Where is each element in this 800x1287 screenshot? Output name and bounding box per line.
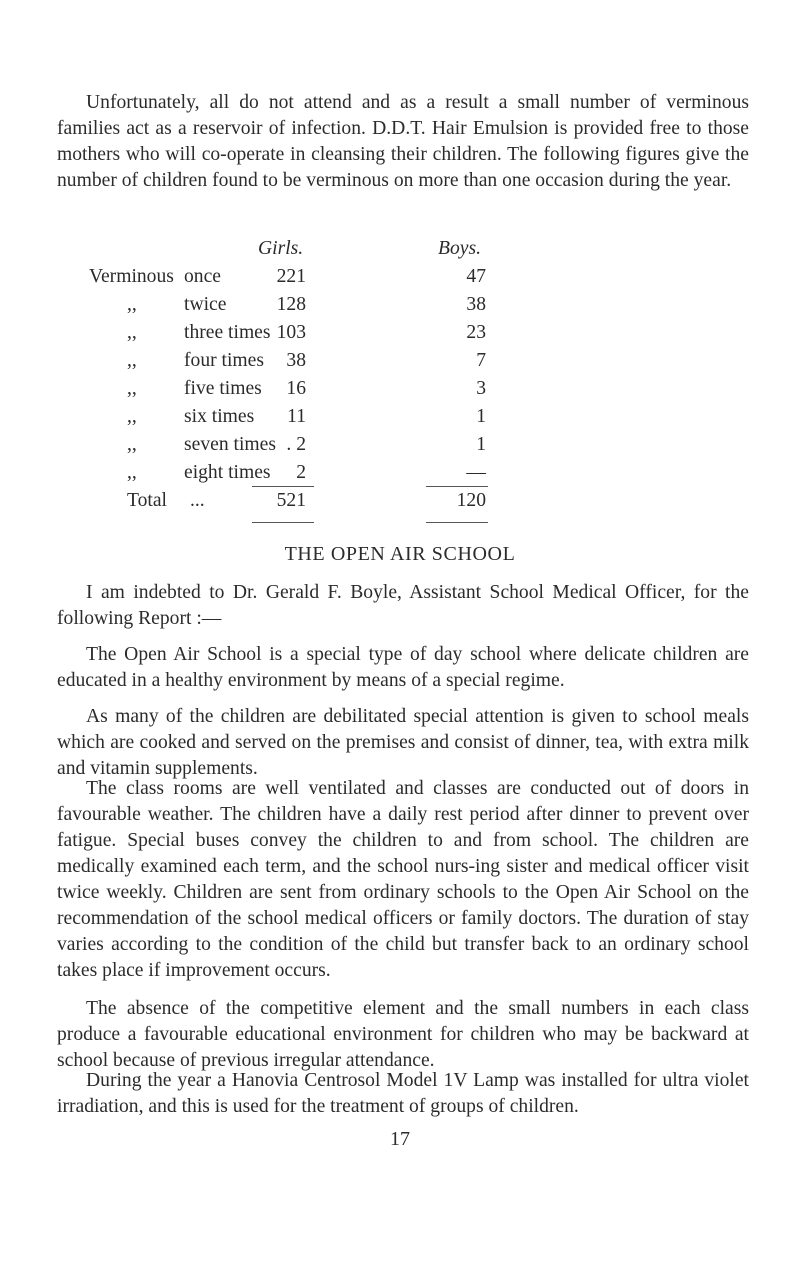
boys-header: Boys.: [438, 238, 481, 259]
girls-value: . 2: [286, 434, 306, 455]
row-prefix: ,,: [127, 322, 137, 343]
boys-value: 3: [476, 378, 486, 399]
boys-value: 38: [466, 294, 486, 315]
girls-header: Girls.: [258, 238, 304, 259]
paragraph: The absence of the competitive element and the small numbers in each class produce a favourable educational environment for children who may be backward at school because of previous irregular attendance.: [57, 998, 749, 1071]
row-prefix: ,,: [127, 462, 137, 483]
girls-value: 2: [296, 462, 306, 483]
total-underline-boys: [426, 522, 488, 523]
total-boys: 120: [456, 490, 486, 511]
boys-value: —: [466, 462, 486, 483]
row-prefix: Verminous: [89, 266, 174, 287]
intro-paragraph: Unfortunately, all do not attend and as a result a small number of verminous families act as a reservoir of infection. D.D.T. Hair Emulsion is provided free to those mothers who will co-operate in cleansing their children. The following figures give the number of children found to be verminous on more than one occasion during the year.: [57, 92, 749, 191]
girls-value: 11: [287, 406, 306, 427]
girls-value: 16: [286, 378, 306, 399]
paragraph: I am indebted to Dr. Gerald F. Boyle, Assistant School Medical Officer, for the following Report :—: [57, 582, 749, 629]
row-prefix: ,,: [127, 378, 137, 399]
row-prefix: ,,: [127, 350, 137, 371]
row-label: twice: [184, 294, 227, 315]
section-heading: THE OPEN AIR SCHOOL: [284, 543, 516, 565]
girls-value: 38: [286, 350, 306, 371]
total-girls: 521: [276, 490, 306, 511]
row-prefix: ,,: [127, 406, 137, 427]
girls-value: 103: [276, 322, 306, 343]
row-prefix: ,,: [127, 434, 137, 455]
row-label: eight times: [184, 462, 271, 483]
paragraph: As many of the children are debilitated special attention is given to school meals which are cooked and served on the premises and consist of dinner, tea, with extra milk and vitamin supplements.: [57, 706, 749, 779]
row-label: four times: [184, 350, 264, 371]
total-rule-boys: [426, 486, 488, 487]
row-label: three times: [184, 322, 271, 343]
page-number: 17: [390, 1128, 410, 1150]
boys-value: 1: [476, 406, 486, 427]
row-label: once: [184, 266, 221, 287]
row-label: seven times: [184, 434, 276, 455]
girls-value: 128: [276, 294, 306, 315]
row-label: six times: [184, 406, 255, 427]
paragraph: During the year a Hanovia Centrosol Model 1V Lamp was installed for ultra violet irradiation, and this is used for the treatment of groups of children.: [57, 1070, 749, 1117]
total-dots: ...: [190, 490, 205, 511]
total-label: Total: [127, 490, 167, 511]
boys-value: 1: [476, 434, 486, 455]
paragraph: The class rooms are well ventilated and classes are conducted out of doors in favourable weather. The children have a daily rest period after dinner to prevent over fatigue. Special buses convey the children to and from school. The children are medically examined each term, and the school nurs-ing sister and medical officer visit twice weekly. Children are sent from ordinary schools to the Open Air School on the recommendation of the school medical officers or family doctors. The duration of stay varies according to the condition of the child but transfer back to an ordinary school takes place if improvement occurs.: [57, 778, 749, 981]
row-label: five times: [184, 378, 262, 399]
boys-value: 7: [476, 350, 486, 371]
total-underline-girls: [252, 522, 314, 523]
row-prefix: ,,: [127, 294, 137, 315]
girls-value: 221: [276, 266, 306, 287]
boys-value: 47: [466, 266, 486, 287]
paragraph: The Open Air School is a special type of day school where delicate children are educated in a healthy environment by means of a special regime.: [57, 644, 749, 691]
boys-value: 23: [466, 322, 486, 343]
total-rule-girls: [252, 486, 314, 487]
